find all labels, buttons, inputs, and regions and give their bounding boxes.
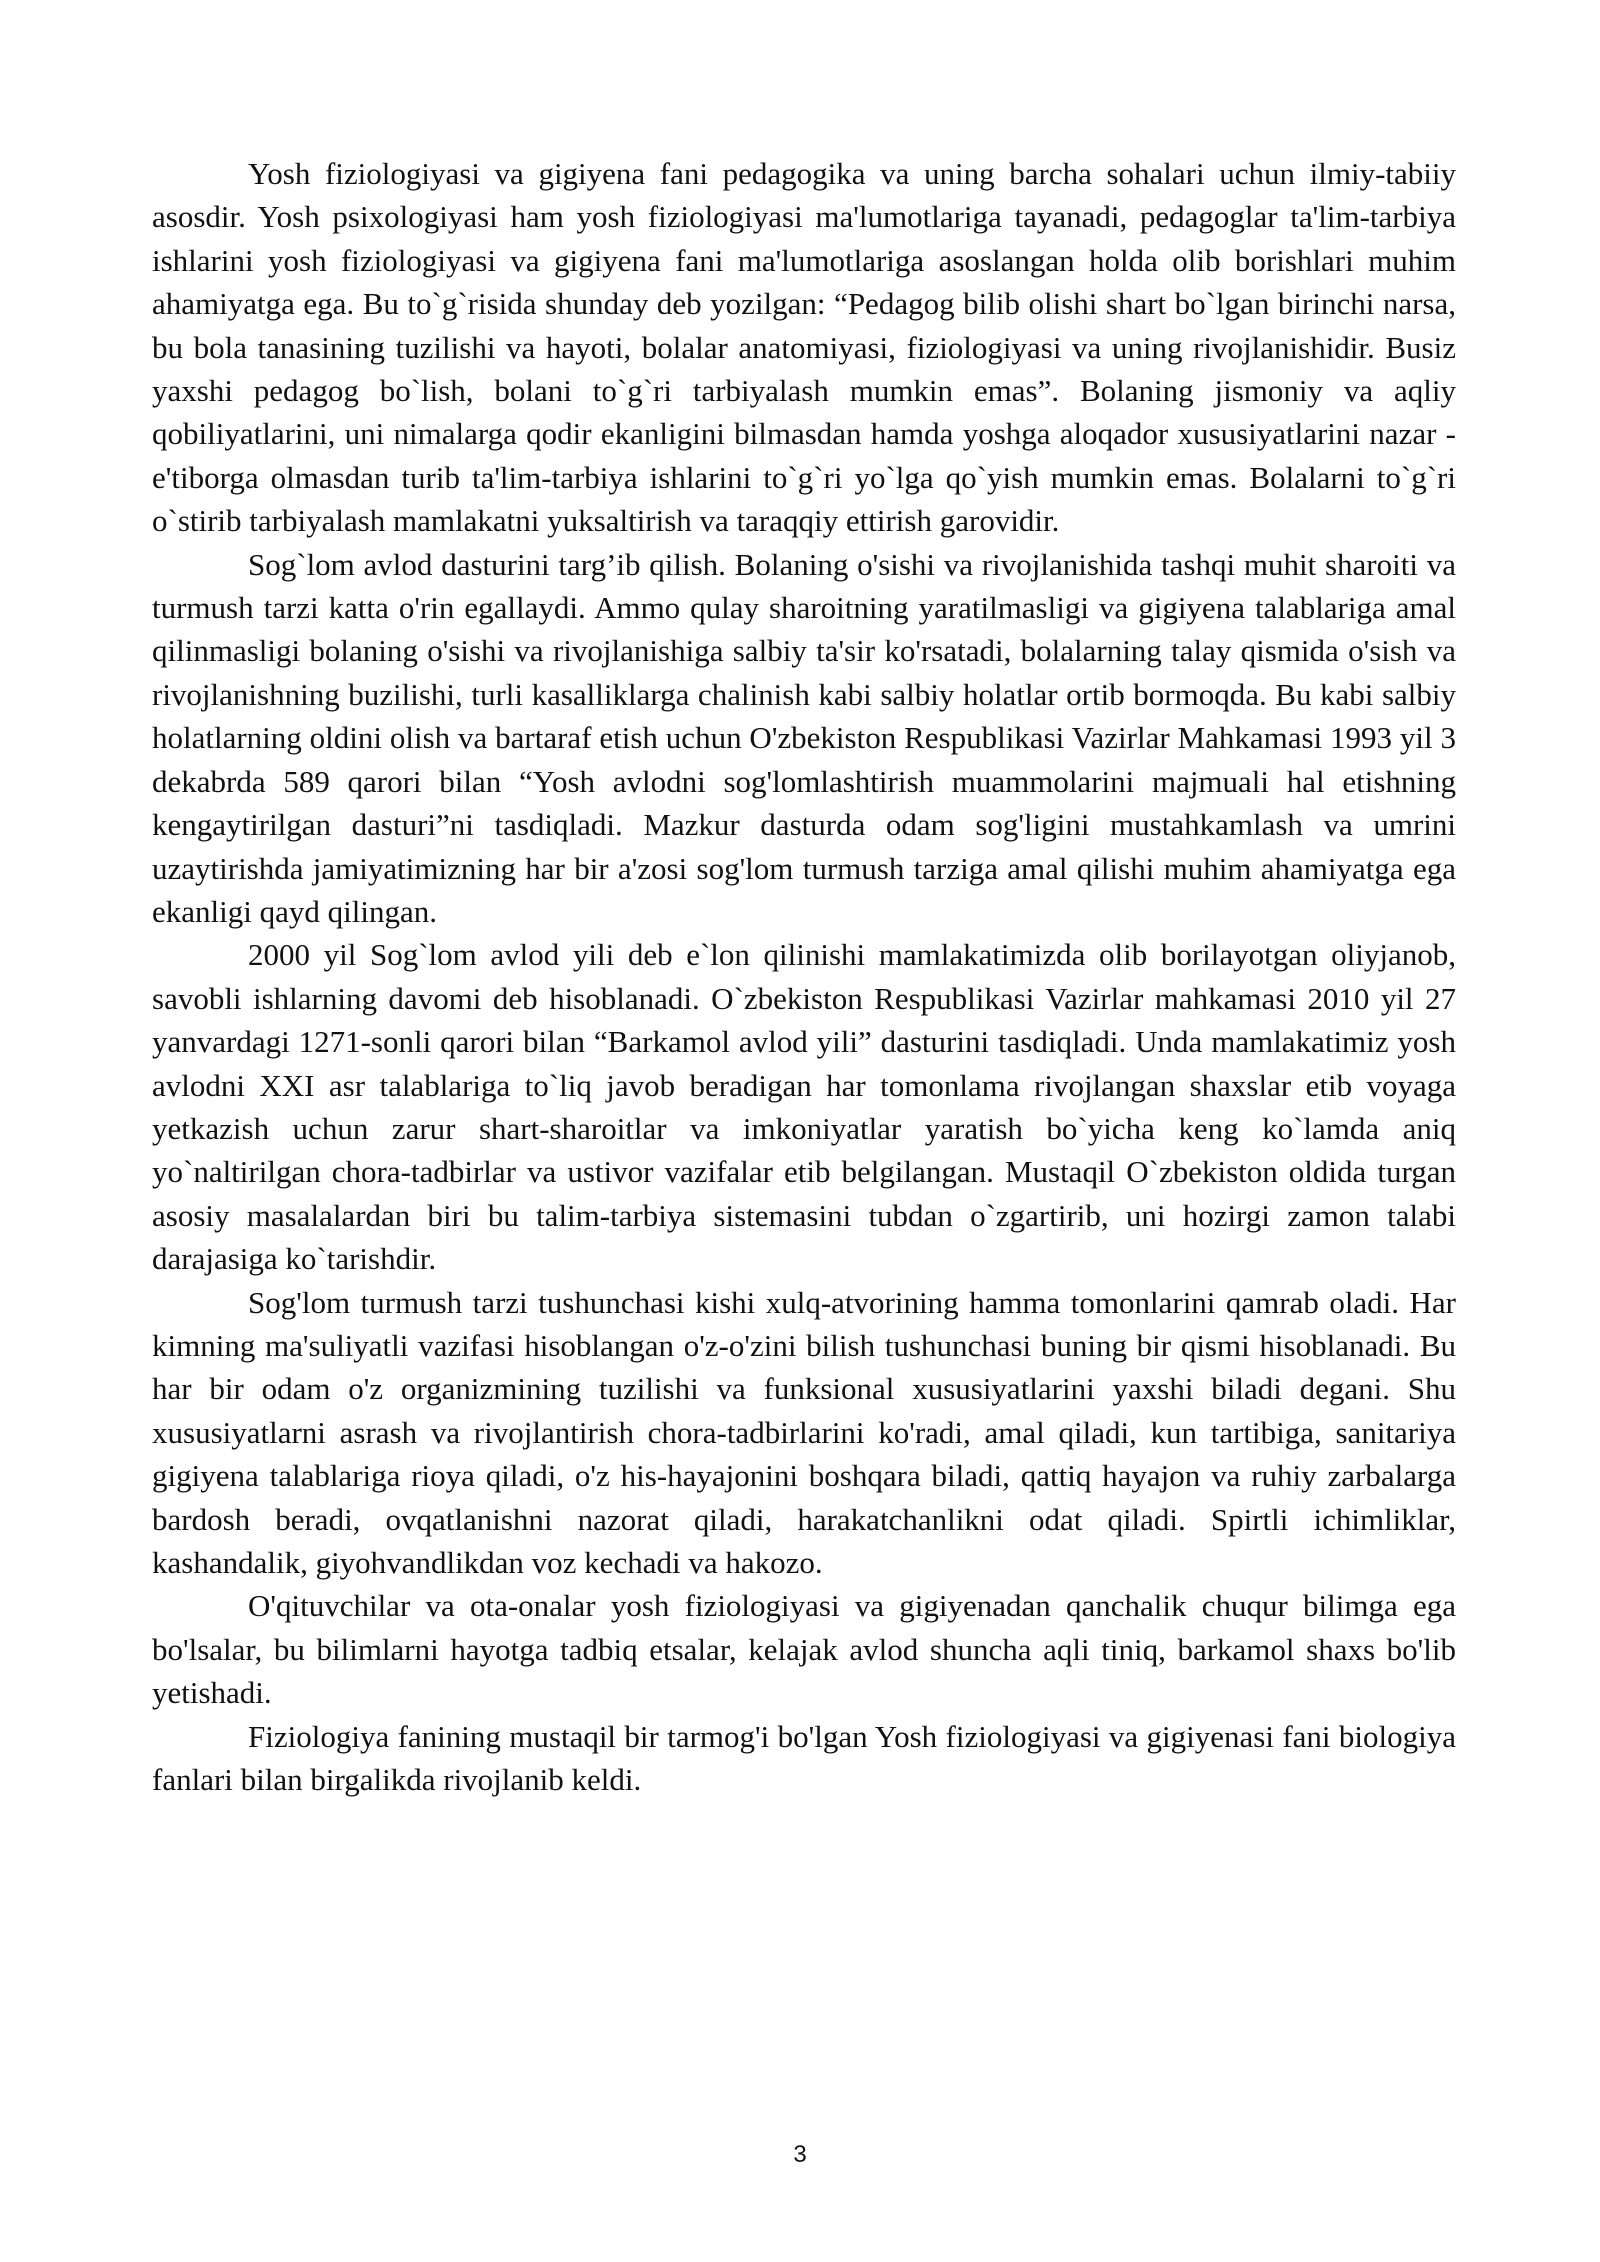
paragraph-4: Sog'lom turmush tarzi tushunchasi kishi xulq-atvorining hamma tomonlarini qamrab oladi. Har kimning ma'suliyatli vazifasi hisoblangan o'z-o'zini bilish tushunchasi buning bir qismi hisoblanadi. Bu har bir odam o'z organizmining tuzilishi va funksional xususiyatlarini yaxshi biladi degani. Shu xususiyatlarni asrash va rivojlantirish chora-tadbirlarini ko'radi, amal qiladi, kun tartibiga, sanitariya gigiyena talablariga rioya qiladi, o'z his-hayajonini boshqara biladi, qattiq hayajon va ruhiy zarbalarga bardosh beradi, ovqatlanishni nazorat qiladi, harakatchanlikni odat qiladi. Spirtli ichimliklar, kashandalik, giyohvandlikdan voz kechadi va hakozo. <box>152 1284 1456 1580</box>
body-text <box>152 152 1456 1801</box>
paragraph-1: Yosh fiziologiyasi va gigiyena fani pedagogika va uning barcha sohalari uchun ilmiy-tabiiy asosdir. Yosh psixologiyasi ham yosh fiziologiyasi ma'lumotlariga tayanadi, pedagoglar ta'lim-tarbiya ishlarini yosh fiziologiyasi va gigiyena fani ma'lumotlariga asoslangan holda olib borishlari muhim ahamiyatga ega. Bu to`g`risida shunday deb yozilgan: “Pedagog bilib olishi shart bo`lgan birinchi narsa, bu bola tanasining tuzilishi va hayoti, bolalar anatomiyasi, fiziologiyasi va uning rivojlanishidir. Busiz yaxshi pedagog bo`lish, bolani to`g`ri tarbiyalash mumkin emas”. Bolaning jismoniy va aqliy qobiliyatlarini, uni nimalarga qodir ekanligini bilmasdan hamda yoshga aloqador xususiyatlarini nazar - e'tiborga olmasdan turib ta'lim-tarbiya ishlarini to`g`ri yo`lga qo`yish mumkin emas. Bolalarni to`g`ri o`stirib tarbiyalash mamlakatni yuksaltirish va taraqqiy ettirish garovidir. <box>152 156 1456 539</box>
paragraph-2: Sog`lom avlod dasturini targ’ib qilish. Bolaning o'sishi va rivojlanishida tashqi muhit sharoiti va turmush tarzi katta o'rin egallaydi. Ammo qulay sharoitning yaratilmasligi va gigiyena talablariga amal qilinmasligi bolaning o'sishi va rivojlanishiga salbiy ta'sir ko'rsatadi, bolalarning talay qismida o'sish va rivojlanishning buzilishi, turli kasalliklarga chalinish kabi salbiy holatlar ortib bormoqda. Bu kabi salbiy holatlarning oldini olish va bartaraf etish uchun O'zbekiston Respublikasi Vazirlar Mahkamasi 1993 yil 3 dekabrda 589 qarori bilan “Yosh avlodni sog'lomlashtirish muammolarini majmuali hal etishning kengaytirilgan dasturi”ni tasdiqladi. Mazkur dasturda odam sog'ligini mustahkamlash va umrini uzaytirishda jamiyatimizning har bir a'zosi sog'lom turmush tarziga amal qilishi muhim ahamiyatga ega ekanligi qayd qilingan. <box>152 546 1456 929</box>
paragraph-5: O'qituvchilar va ota-onalar yosh fiziologiyasi va gigiyenadan qanchalik chuqur bilimga ega bo'lsalar, bu bilimlarni hayotga tadbiq etsalar, kelajak avlod shuncha aqli tiniq, barkamol shaxs bo'lib yetishadi. <box>152 1588 1456 1711</box>
page-number: 3 <box>793 2141 807 2168</box>
paragraph-6: Fiziologiya fanining mustaqil bir tarmog'i bo'lgan Yosh fiziologiyasi va gigiyenasi fani biologiya fanlari bilan birgalikda rivojlanib keldi. <box>152 1718 1456 1798</box>
paragraph-3: 2000 yil Sog`lom avlod yili deb e`lon qilinishi mamlakatimizda olib borilayotgan oliyjanob, savobli ishlarning davomi deb hisoblanadi. O`zbekiston Respublikasi Vazirlar mahkamasi 2010 yil 27 yanvardagi 1271-sonli qarori bilan “Barkamol avlod yili” dasturini tasdiqladi. Unda mamlakatimiz yosh avlodni XXI asr talablariga to`liq javob beradigan har tomonlama rivojlangan shaxslar etib voyaga yetkazish uchun zarur shart-sharoitlar va imkoniyatlar yaratish bo`yicha keng ko`lamda aniq yo`naltirilgan chora-tadbirlar va ustivor vazifalar etib belgilangan. Mustaqil O`zbekiston oldida turgan asosiy masalalardan biri bu talim-tarbiya sistemasini tubdan o`zgartirib, uni hozirgi zamon talabi darajasiga ko`tarishdir. <box>152 937 1456 1277</box>
